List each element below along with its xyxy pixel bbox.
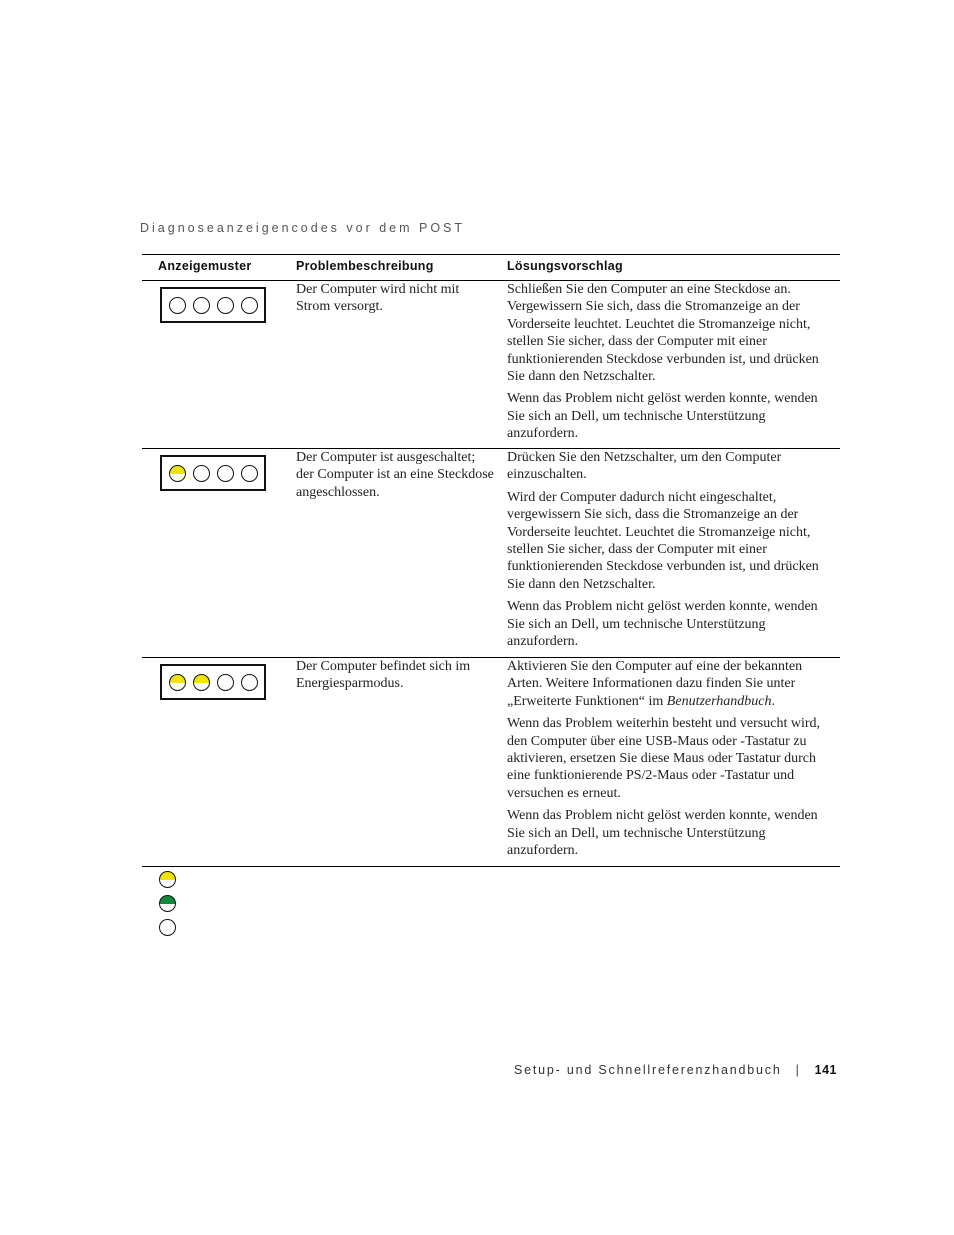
led-pattern — [160, 287, 266, 323]
footer-separator: | — [795, 1063, 801, 1077]
footer-title: Setup- und Schnellreferenzhandbuch — [513, 1063, 782, 1077]
legend-green-led-icon — [159, 895, 176, 912]
led-legend — [159, 871, 176, 943]
header-description: Problembeschreibung — [296, 259, 434, 273]
led-panel — [160, 287, 266, 323]
led-off-icon — [169, 297, 186, 314]
problem-description: Der Computer befindet sich im Energiesparmodus. — [296, 659, 471, 692]
table-header — [142, 254, 840, 281]
header-pattern: Anzeigemuster — [158, 259, 252, 273]
legend-off-led-icon — [159, 919, 176, 936]
section-title: Diagnoseanzeigencodes vor dem POST — [140, 221, 466, 235]
table-row — [142, 281, 840, 449]
diagnostic-table — [142, 254, 840, 867]
problem-description: Der Computer ist ausgeschaltet; der Computer ist an eine Steckdose angeschlossen. — [296, 450, 494, 500]
solution-text: Drücken Sie den Netzschalter, um den Computer einzuschalten. Wird der Computer dadurch nicht eingeschaltet, vergewissern Sie sich, dass die Stromanzeige an der Vorderseite leuchtet. Leuchtet die Stromanzeige nicht, stellen Sie sicher, dass der Computer mit einer funktionierenden Steckdose verbunden ist, und drücken Sie dann den Netzschalter. Wenn das Problem nicht gelöst werden konnte, wenden Sie sich an Dell, um technische Unterstützung anzufordern. — [507, 450, 819, 650]
led-off-icon — [241, 674, 258, 691]
led-yellow-icon — [193, 674, 210, 691]
led-panel — [160, 664, 266, 700]
led-off-icon — [241, 297, 258, 314]
manual-title: Benutzerhandbuch — [666, 693, 772, 709]
led-off-icon — [217, 297, 234, 314]
led-off-icon — [193, 465, 210, 482]
led-yellow-icon — [169, 674, 186, 691]
solution-text: Schließen Sie den Computer an eine Steckdose an. Vergewissern Sie sich, dass die Stromanzeige an der Vorderseite leuchtet. Leuchtet die Stromanzeige nicht, stellen Sie sicher, dass der Computer mit einer funktionierenden Steckdose verbunden ist, und drücken Sie dann den Netzschalter. Wenn das Problem nicht gelöst werden konnte, wenden Sie sich an Dell, um technische Unterstützung anzufordern. — [507, 282, 819, 442]
led-panel — [160, 455, 266, 491]
page-number: 141 — [814, 1063, 837, 1077]
page-footer — [514, 1063, 837, 1077]
led-pattern — [160, 455, 266, 491]
led-off-icon — [193, 297, 210, 314]
problem-description: Der Computer wird nicht mit Strom versorgt. — [296, 282, 460, 315]
header-solution: Lösungsvorschlag — [507, 259, 623, 273]
table-row — [142, 449, 840, 658]
led-yellow-icon — [169, 465, 186, 482]
led-off-icon — [241, 465, 258, 482]
led-off-icon — [217, 674, 234, 691]
led-off-icon — [217, 465, 234, 482]
led-pattern — [160, 664, 266, 700]
legend-yellow-led-icon — [159, 871, 176, 888]
table-row — [142, 658, 840, 867]
solution-text: Aktivieren Sie den Computer auf eine der bekannten Arten. Weitere Informationen dazu finden Sie unter „Erweiterte Funktionen“ im Benutzerhandbuch. Wenn das Problem weiterhin besteht und versucht wird, den Computer über eine USB-Maus oder -Tastatur zu aktivieren, ersetzen Sie diese Maus oder Tastatur durch eine funktionierende PS/2-Maus oder -Tastatur und versuchen es erneut. Wenn das Problem nicht gelöst werden konnte, wenden Sie sich an Dell, um technische Unterstützung anzufordern. — [507, 659, 821, 859]
